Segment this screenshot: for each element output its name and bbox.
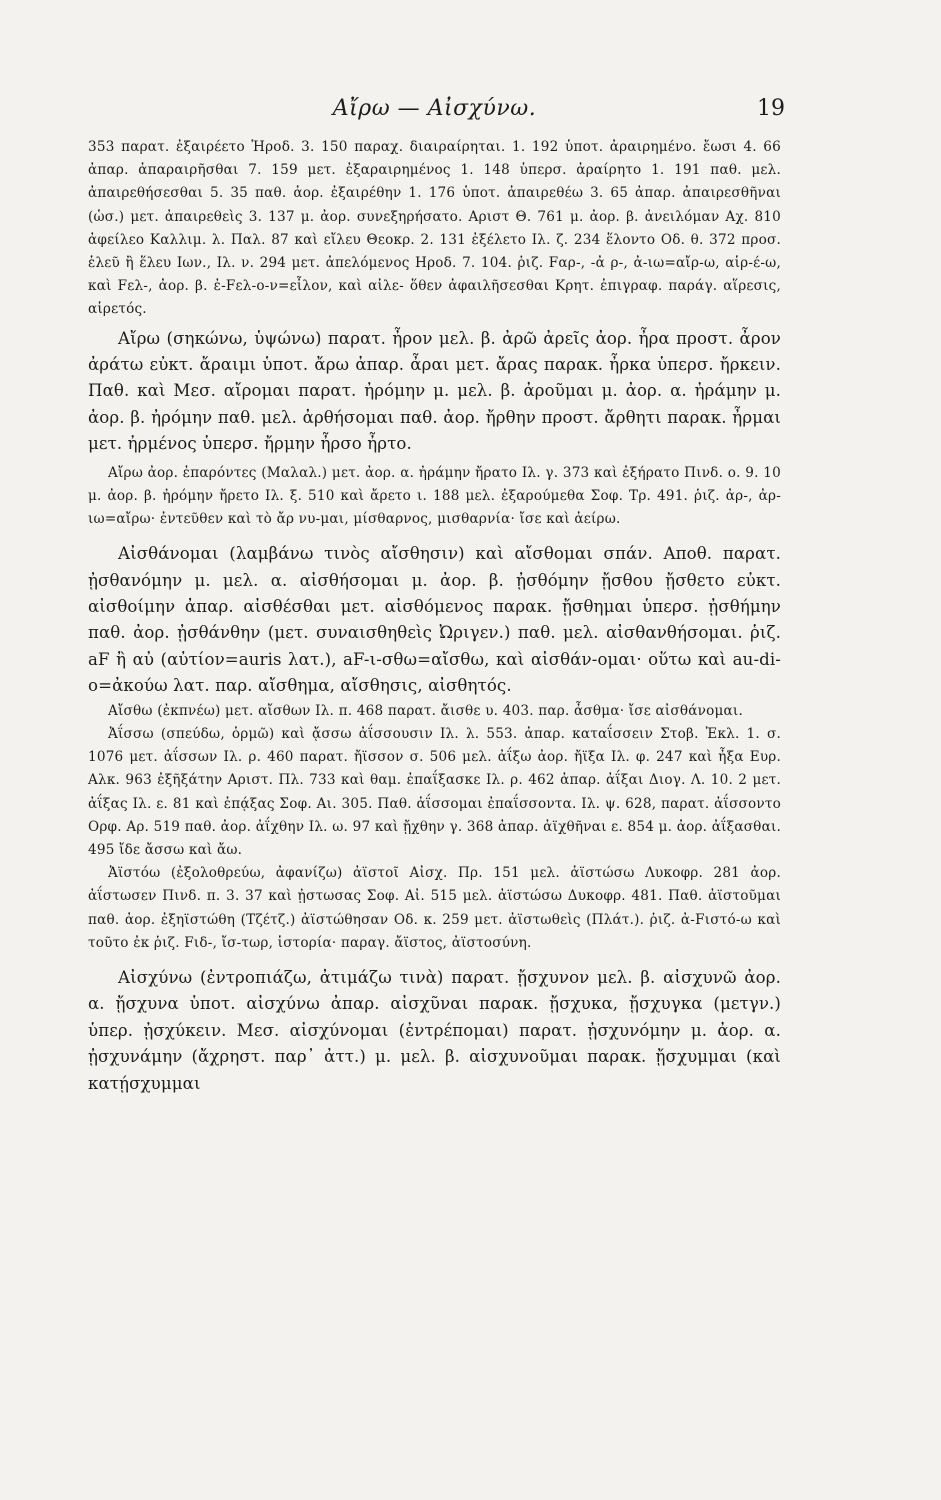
entry-aistoo: Ἀϊστόω (ἐξολοθρεύω, ἀφανίζω) ἀϊστοῖ Αἰσχ. Πρ. 151 μελ. ἀϊστώσω Λυκοφρ. 281 ἀορ. ἀΐστωσεν Πινδ. π. 3. 37 καὶ ᾐστωσας Σοφ. Αἰ. 515 μελ. ἀϊστώσω Δυκοφρ. 481. Παθ. ἀϊστοῦμαι παθ. ἀορ. ἐξηϊστώθη (Τζέτζ.) ἀϊστώθησαν Οδ. κ. 259 μετ. ἀϊστωθεὶς (Πλάτ.). ῥιζ. ἀ-Fιστό-ω καὶ τοῦτο ἐκ ῥιζ. Fιδ-, ἴσ-τωρ, ἱστορία· παραγ. ἄϊστος, ἀϊστοσύνη. [88,865,781,951]
entry-aisso: Ἀΐσσω (σπεύδω, ὁρμῶ) καὶ ᾄσσω ἀΐσσουσιν Ιλ. λ. 553. ἀπαρ. καταΐσσειν Στοβ. Ἐκλ. 1. σ. 1076 μετ. ἀΐσσων Ιλ. ρ. 460 παρατ. ἤϊσσον σ. 506 μελ. ἀΐξω ἀορ. ἤϊξα Ιλ. φ. 247 καὶ ἦξα Ευρ. Αλκ. 963 ἐξῆξάτην Αριστ. Πλ. 733 καὶ θαμ. ἐπαΐξασκε Ιλ. ρ. 462 ἀπαρ. ἀΐξαι Διογ. Λ. 10. 2 μετ. ἀΐξας Ιλ. ε. 81 καὶ ἐπᾴξας Σοφ. Αι. 305. Παθ. ἀΐσσομαι ἐπαΐσσοντα. Ιλ. ψ. 628, παρατ. ἀΐσσοντο Ορφ. Αρ. 519 παθ. ἀορ. ἀΐχθην Ιλ. ω. 97 καὶ ᾔχθην γ. 368 ἀπαρ. ἀϊχθῆναι ε. 854 μ. ἀορ. ἀΐξασθαι. 495 ἴδε ἄσσω καὶ ἄω. [88,725,781,858]
entry-aisthanomai: Αἰσθάνομαι (λαμβάνω τινὸς αἴσθησιν) καὶ αἴσθομαι σπάν. Αποθ. παρατ. ᾐσθανόμην μ. μελ. α. αἰσθήσομαι μ. ἀορ. β. ᾐσθόμην ᾔσθου ᾔσθετο εὐκτ. αἰσθοίμην ἀπαρ. αἰσθέσθαι μετ. αἰσθόμενος παρακ. ᾔσθημαι ὑπερσ. ᾐσθήμην παθ. ἀορ. ᾐσθάνθην (μετ. συναισθηθεὶς Ὠριγεν.) παθ. μελ. αἰσθανθήσομαι. ῥιζ. aF ἢ αὐ (αὐτίον=auris λατ.), aF-ι-σθω=αἴσθω, καὶ αἰσθάν-ομαι· οὕτω καὶ au-di-o=ἀκούω λατ. παρ. αἴσθημα, αἴσθησις, αἰσθητός. [88,544,781,696]
entry-airo-forms: Αἴρω ἀορ. ἐπαρόντες (Μαλαλ.) μετ. ἀορ. α. ἠράμην ἤρατο Ιλ. γ. 373 καὶ ἐξήρατο Πινδ. ο. 9. 10 μ. ἀορ. β. ἠρόμην ἤρετο Ιλ. ξ. 510 καὶ ἄρετο ι. 188 μελ. ἐξαρούμεθα Σοφ. Τρ. 491. ῥιζ. ἀρ-, ἀρ-ιω=αἴρω· ἐντεῦθεν καὶ τὸ ἄρ νυ-μαι, μίσθαρνος, μισθαρνία· ἴσε καὶ ἀείρω. [88,464,781,528]
entry-airo-lift: Αἴρω (σηκώνω, ὑψώνω) παρατ. ἦρον μελ. β. ἀρῶ ἀρεῖς ἀορ. ἦρα προστ. ἆρον ἀράτω εὐκτ. ἄραιμι ὑποτ. ἄρω ἀπαρ. ἆραι μετ. ἄρας παρακ. ἦρκα ὑπερσ. ἤρκειν. Παθ. καὶ Μεσ. αἴρομαι παρατ. ἠρόμην μ. μελ. β. ἀροῦμαι μ. ἀορ. α. ἠράμην μ. ἀορ. β. ἠρόμην παθ. μελ. ἀρθήσομαι παθ. ἀορ. ἤρθην προστ. ἄρθητι παρακ. ἦρμαι μετ. ἠρμένος ὑπερσ. ἤρμην ἦρσο ἦρτο. [88,328,781,454]
entry-aistho: Αἴσθω (ἐκπνέω) μετ. αἴσθων Ιλ. π. 468 παρατ. ἄισθε υ. 403. παρ. ἆσθμα· ἴσε αἰσθάνομαι. [108,702,743,719]
page-number: 19 [757,96,785,121]
entry-aischuno: Αἰσχύνω (ἐντροπιάζω, ἀτιμάζω τινὰ) παρατ. ᾔσχυνον μελ. β. αἰσχυνῶ ἀορ. α. ᾔσχυνα ὑποτ. αἰσχύνω ἀπαρ. αἰσχῦναι παρακ. ᾔσχυκα, ᾔσχυγκα (μετγν.) ὑπερ. ᾐσχύκειν. Μεσ. αἰσχύνομαι (ἐντρέπομαι) παρατ. ᾐσχυνόμην μ. ἀορ. α. ᾐσχυνάμην (ἄχρηστ. παρ᾽ ἀττ.) μ. μελ. β. αἰσχυνοῦμαι παρακ. ᾔσχυμμαι (καὶ κατῄσχυμμαι [88,967,781,1093]
page-header [88,96,785,132]
running-head: Αἴρω — Αἰσχύνω. [332,96,537,121]
entry-airo-continuation: 353 παρατ. ἐξαιρέετο Ἡροδ. 3. 150 παραχ. διαιραίρηται. 1. 192 ὑποτ. ἀραιρημένο. ἔωσι 4. 66 ἀπαρ. ἀπαραιρῆσθαι 7. 159 μετ. ἐξαραιρημένος 1. 148 ὑπερσ. ἀραίρητο 1. 191 παθ. μελ. ἀπαιρεθήσεσθαι 5. 35 παθ. ἀορ. ἐξαιρέθην 1. 176 ὑποτ. ἀπαιρεθέω 3. 65 ἀπαρ. ἀπαιρεσθῆναι (ὡσ.) μετ. ἀπαιρεθεὶς 3. 137 μ. ἀορ. συνεξηρήσατο. Αριστ Θ. 761 μ. ἀορ. β. ἀνειλόμαν Αχ. 810 ἀφείλεο Καλλιμ. λ. Παλ. 87 καὶ εἴλευ Θεοκρ. 2. 131 ἐξέλετο Ιλ. ζ. 234 ἕλοντο Οδ. θ. 372 προσ. ἑλεῦ ἢ ἕλευ Ιων., Ιλ. ν. 294 μετ. ἀπελόμενος Ηροδ. 7. 104. ῥιζ. Fαρ-, -ἀ ρ-, ἀ-ιω=αἴρ-ω, αἱρ-έ-ω, καὶ Fελ-, ἀορ. β. ἐ-Fελ-ο-ν=εἷλον, καὶ αἱλε- ὅθεν ἀφαιλῆσεσθαι Κρητ. ἐπιγραφ. παράγ. αἵρεσις, αἱρετός. [88,139,781,318]
